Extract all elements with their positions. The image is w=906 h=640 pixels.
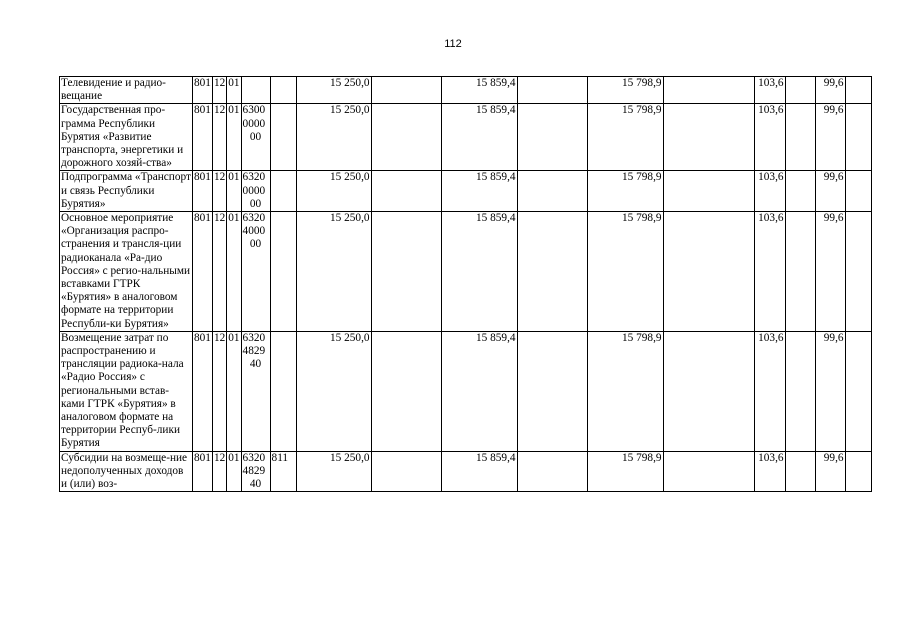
budget-table: [59, 76, 872, 492]
empty-cell: [785, 104, 815, 171]
code-vr: [270, 331, 296, 451]
row-name: Подпрограмма «Транспорт и связь Республики Бурятия»: [61, 171, 191, 210]
table-row: [60, 331, 872, 451]
code-gr: 801: [193, 171, 213, 212]
code-vr: [270, 212, 296, 332]
empty-cell: [371, 77, 441, 104]
code-vr: 811: [270, 451, 296, 492]
page-number: 112: [444, 38, 462, 50]
empty-cell: [845, 77, 871, 104]
value-plan: 15 250,0: [296, 77, 371, 104]
code-gr: 801: [193, 104, 213, 171]
program-code-part: 00: [249, 130, 262, 143]
empty-cell: [371, 331, 441, 451]
empty-cell: [371, 451, 441, 492]
program-code-part: 6300: [242, 104, 266, 117]
empty-cell: [663, 171, 754, 212]
empty-cell: [517, 331, 587, 451]
code-gr: 801: [193, 77, 213, 104]
percent-revised: 99,6: [815, 104, 845, 171]
code-gr: 801: [193, 451, 213, 492]
code-program: [241, 104, 270, 171]
code-pr: 01: [227, 212, 241, 332]
program-code-part: 0000: [242, 117, 266, 130]
empty-cell: [785, 171, 815, 212]
code-program: [241, 77, 270, 104]
code-vr: [270, 104, 296, 171]
percent-revised: 99,6: [815, 171, 845, 212]
percent-plan: 103,6: [754, 171, 785, 212]
code-program: [241, 331, 270, 451]
value-executed: 15 798,9: [587, 331, 663, 451]
value-executed: 15 798,9: [587, 212, 663, 332]
code-pr: 01: [227, 451, 241, 492]
table-body: [60, 77, 872, 492]
code-program: [241, 212, 270, 332]
empty-cell: [785, 77, 815, 104]
code-program: [241, 171, 270, 212]
empty-cell: [785, 331, 815, 451]
row-name: Телевидение и радио-вещание: [60, 77, 193, 104]
value-plan: 15 250,0: [296, 451, 371, 492]
value-plan: 15 250,0: [296, 104, 371, 171]
empty-cell: [845, 451, 871, 492]
empty-cell: [845, 212, 871, 332]
row-name: Основное мероприятие «Организация распро-странения и трансля-ции радиоканала «Ра-дио Россия» с регио-нальными вставками ГТРК «Бурятия» в аналоговом формате на территории Республи-ки Бурятия»: [60, 212, 193, 332]
table-row: [60, 104, 872, 171]
row-name: Субсидии на возмеще-ние недополученных доходов и (или) воз-: [60, 451, 193, 492]
percent-revised: 99,6: [815, 77, 845, 104]
program-code-part: 00: [249, 197, 262, 210]
program-code-part: 6320: [242, 212, 266, 225]
row-name: Возмещение затрат по распространению и трансляции радиока-нала «Радио Россия» с региональными встав-ками ГТРК «Бурятия» в аналоговом формате на территории Респуб-лики Бурятия: [60, 331, 193, 451]
value-executed: 15 798,9: [587, 104, 663, 171]
code-pr: 01: [227, 104, 241, 171]
empty-cell: [785, 451, 815, 492]
code-pr: 01: [227, 77, 241, 104]
code-program: [241, 451, 270, 492]
percent-plan: 103,6: [754, 212, 785, 332]
code-gr: 801: [193, 331, 213, 451]
row-name: Государственная про-грамма Республики Бурятия «Развитие транспорта, энергетики и дорожного хозяй-ства»: [60, 104, 193, 171]
code-rz: 12: [212, 171, 226, 212]
value-revised: 15 859,4: [441, 77, 517, 104]
percent-plan: 103,6: [754, 451, 785, 492]
value-revised: 15 859,4: [441, 104, 517, 171]
value-executed: 15 798,9: [587, 451, 663, 492]
empty-cell: [845, 331, 871, 451]
percent-plan: 103,6: [754, 77, 785, 104]
empty-cell: [517, 77, 587, 104]
code-vr: [270, 171, 296, 212]
program-code-part: 6320: [242, 171, 266, 184]
code-rz: 12: [212, 77, 226, 104]
program-code-part: 00: [249, 238, 262, 251]
value-revised: 15 859,4: [441, 451, 517, 492]
code-rz: 12: [212, 331, 226, 451]
program-code-part: 40: [249, 478, 262, 491]
empty-cell: [663, 77, 754, 104]
code-gr: 801: [193, 212, 213, 332]
value-plan: 15 250,0: [296, 171, 371, 212]
percent-revised: 99,6: [815, 212, 845, 332]
program-code-part: 4829: [242, 345, 266, 358]
value-plan: 15 250,0: [296, 212, 371, 332]
percent-plan: 103,6: [754, 104, 785, 171]
value-executed: 15 798,9: [587, 77, 663, 104]
value-executed: 15 798,9: [587, 171, 663, 212]
value-revised: 15 859,4: [441, 171, 517, 212]
program-code-part: 6320: [242, 331, 266, 344]
empty-cell: [517, 212, 587, 332]
program-code-part: 40: [249, 358, 262, 371]
empty-cell: [663, 104, 754, 171]
empty-cell: [517, 171, 587, 212]
code-rz: 12: [212, 451, 226, 492]
table-row: [60, 212, 872, 332]
program-code-part: 4000: [242, 225, 266, 238]
code-vr: [270, 77, 296, 104]
value-revised: 15 859,4: [441, 331, 517, 451]
code-rz: 12: [212, 104, 226, 171]
code-pr: 01: [227, 171, 241, 212]
empty-cell: [371, 171, 441, 212]
empty-cell: [845, 171, 871, 212]
program-code-part: 6320: [242, 451, 266, 464]
empty-cell: [785, 212, 815, 332]
percent-revised: 99,6: [815, 451, 845, 492]
value-revised: 15 859,4: [441, 212, 517, 332]
empty-cell: [371, 104, 441, 171]
table-row: [60, 77, 872, 104]
table-row: [60, 451, 872, 492]
empty-cell: [845, 104, 871, 171]
program-code-part: 0000: [242, 184, 266, 197]
percent-plan: 103,6: [754, 331, 785, 451]
value-plan: 15 250,0: [296, 331, 371, 451]
code-rz: 12: [212, 212, 226, 332]
program-code-part: 4829: [242, 464, 266, 477]
empty-cell: [663, 331, 754, 451]
table-row: [60, 171, 872, 212]
empty-cell: [371, 212, 441, 332]
empty-cell: [517, 451, 587, 492]
empty-cell: [663, 212, 754, 332]
percent-revised: 99,6: [815, 331, 845, 451]
empty-cell: [517, 104, 587, 171]
code-pr: 01: [227, 331, 241, 451]
empty-cell: [663, 451, 754, 492]
